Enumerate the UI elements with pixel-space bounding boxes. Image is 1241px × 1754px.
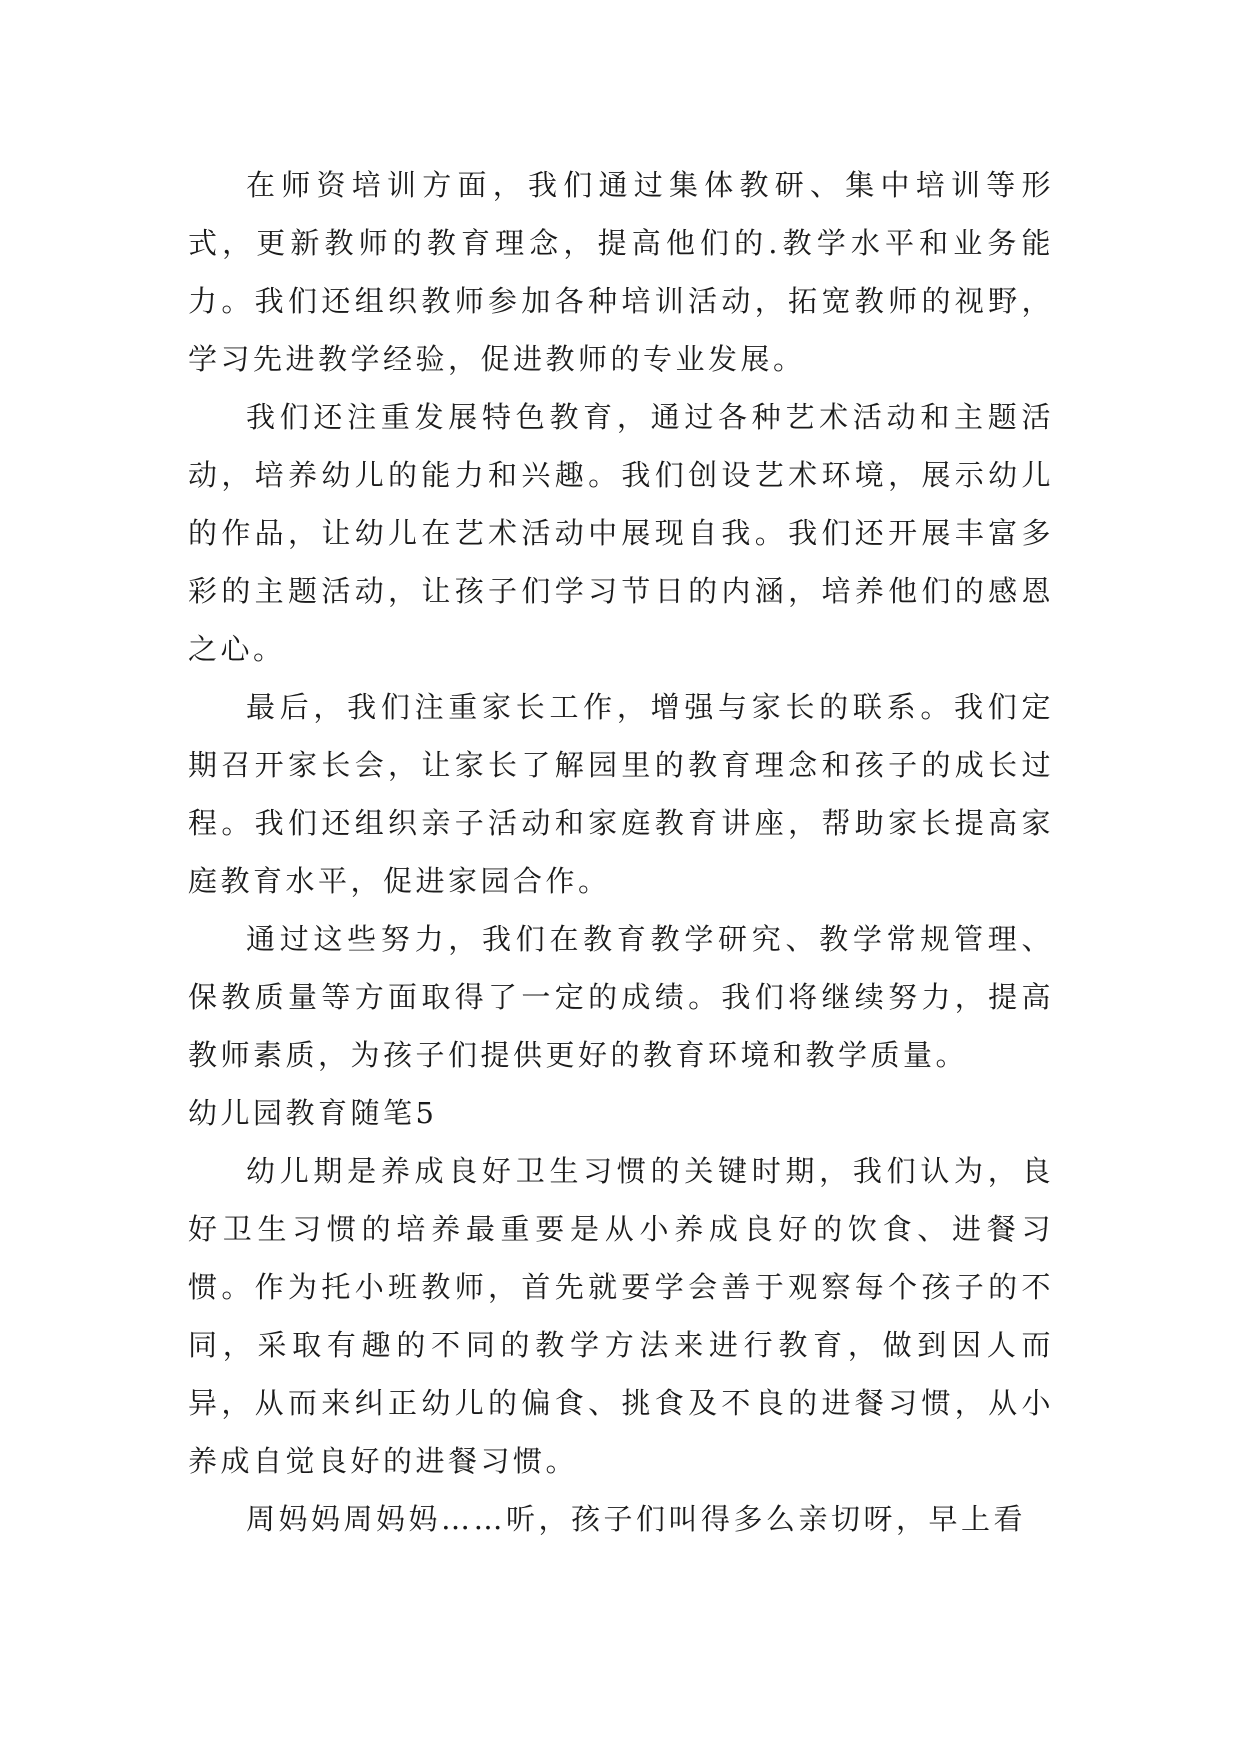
paragraph-achievements: 通过这些努力，我们在教育教学研究、教学常规管理、保教质量等方面取得了一定的成绩。我们将继续努力，提高教师素质，为孩子们提供更好的教育环境和教学质量。 xyxy=(188,922,1054,1072)
paragraph-parent-work: 最后，我们注重家长工作，增强与家长的联系。我们定期召开家长会，让家长了解园里的教育理念和孩子的成长过程。我们还组织亲子活动和家庭教育讲座，帮助家长提高家庭教育水平，促进家园合作。 xyxy=(188,690,1054,898)
document-body xyxy=(188,156,1054,1548)
section-heading: 幼儿园教育随笔5 xyxy=(188,1096,438,1130)
paragraph-zhou-mama: 周妈妈周妈妈……听，孩子们叫得多么亲切呀，早上看 xyxy=(246,1502,1027,1536)
paragraph-featured-education: 我们还注重发展特色教育，通过各种艺术活动和主题活动，培养幼儿的能力和兴趣。我们创设艺术环境，展示幼儿的作品，让幼儿在艺术活动中展现自我。我们还开展丰富多彩的主题活动，让孩子们学习节日的内涵，培养他们的感恩之心。 xyxy=(188,400,1054,666)
paragraph-teacher-training: 在师资培训方面，我们通过集体教研、集中培训等形式，更新教师的教育理念，提高他们的.教学水平和业务能力。我们还组织教师参加各种培训活动，拓宽教师的视野，学习先进教学经验，促进教师的专业发展。 xyxy=(188,168,1054,376)
paragraph-hygiene-habits: 幼儿期是养成良好卫生习惯的关键时期，我们认为，良好卫生习惯的培养最重要是从小养成良好的饮食、进餐习惯。作为托小班教师，首先就要学会善于观察每个孩子的不同，采取有趣的不同的教学方法来进行教育，做到因人而异，从而来纠正幼儿的偏食、挑食及不良的进餐习惯，从小养成自觉良好的进餐习惯。 xyxy=(188,1154,1054,1478)
